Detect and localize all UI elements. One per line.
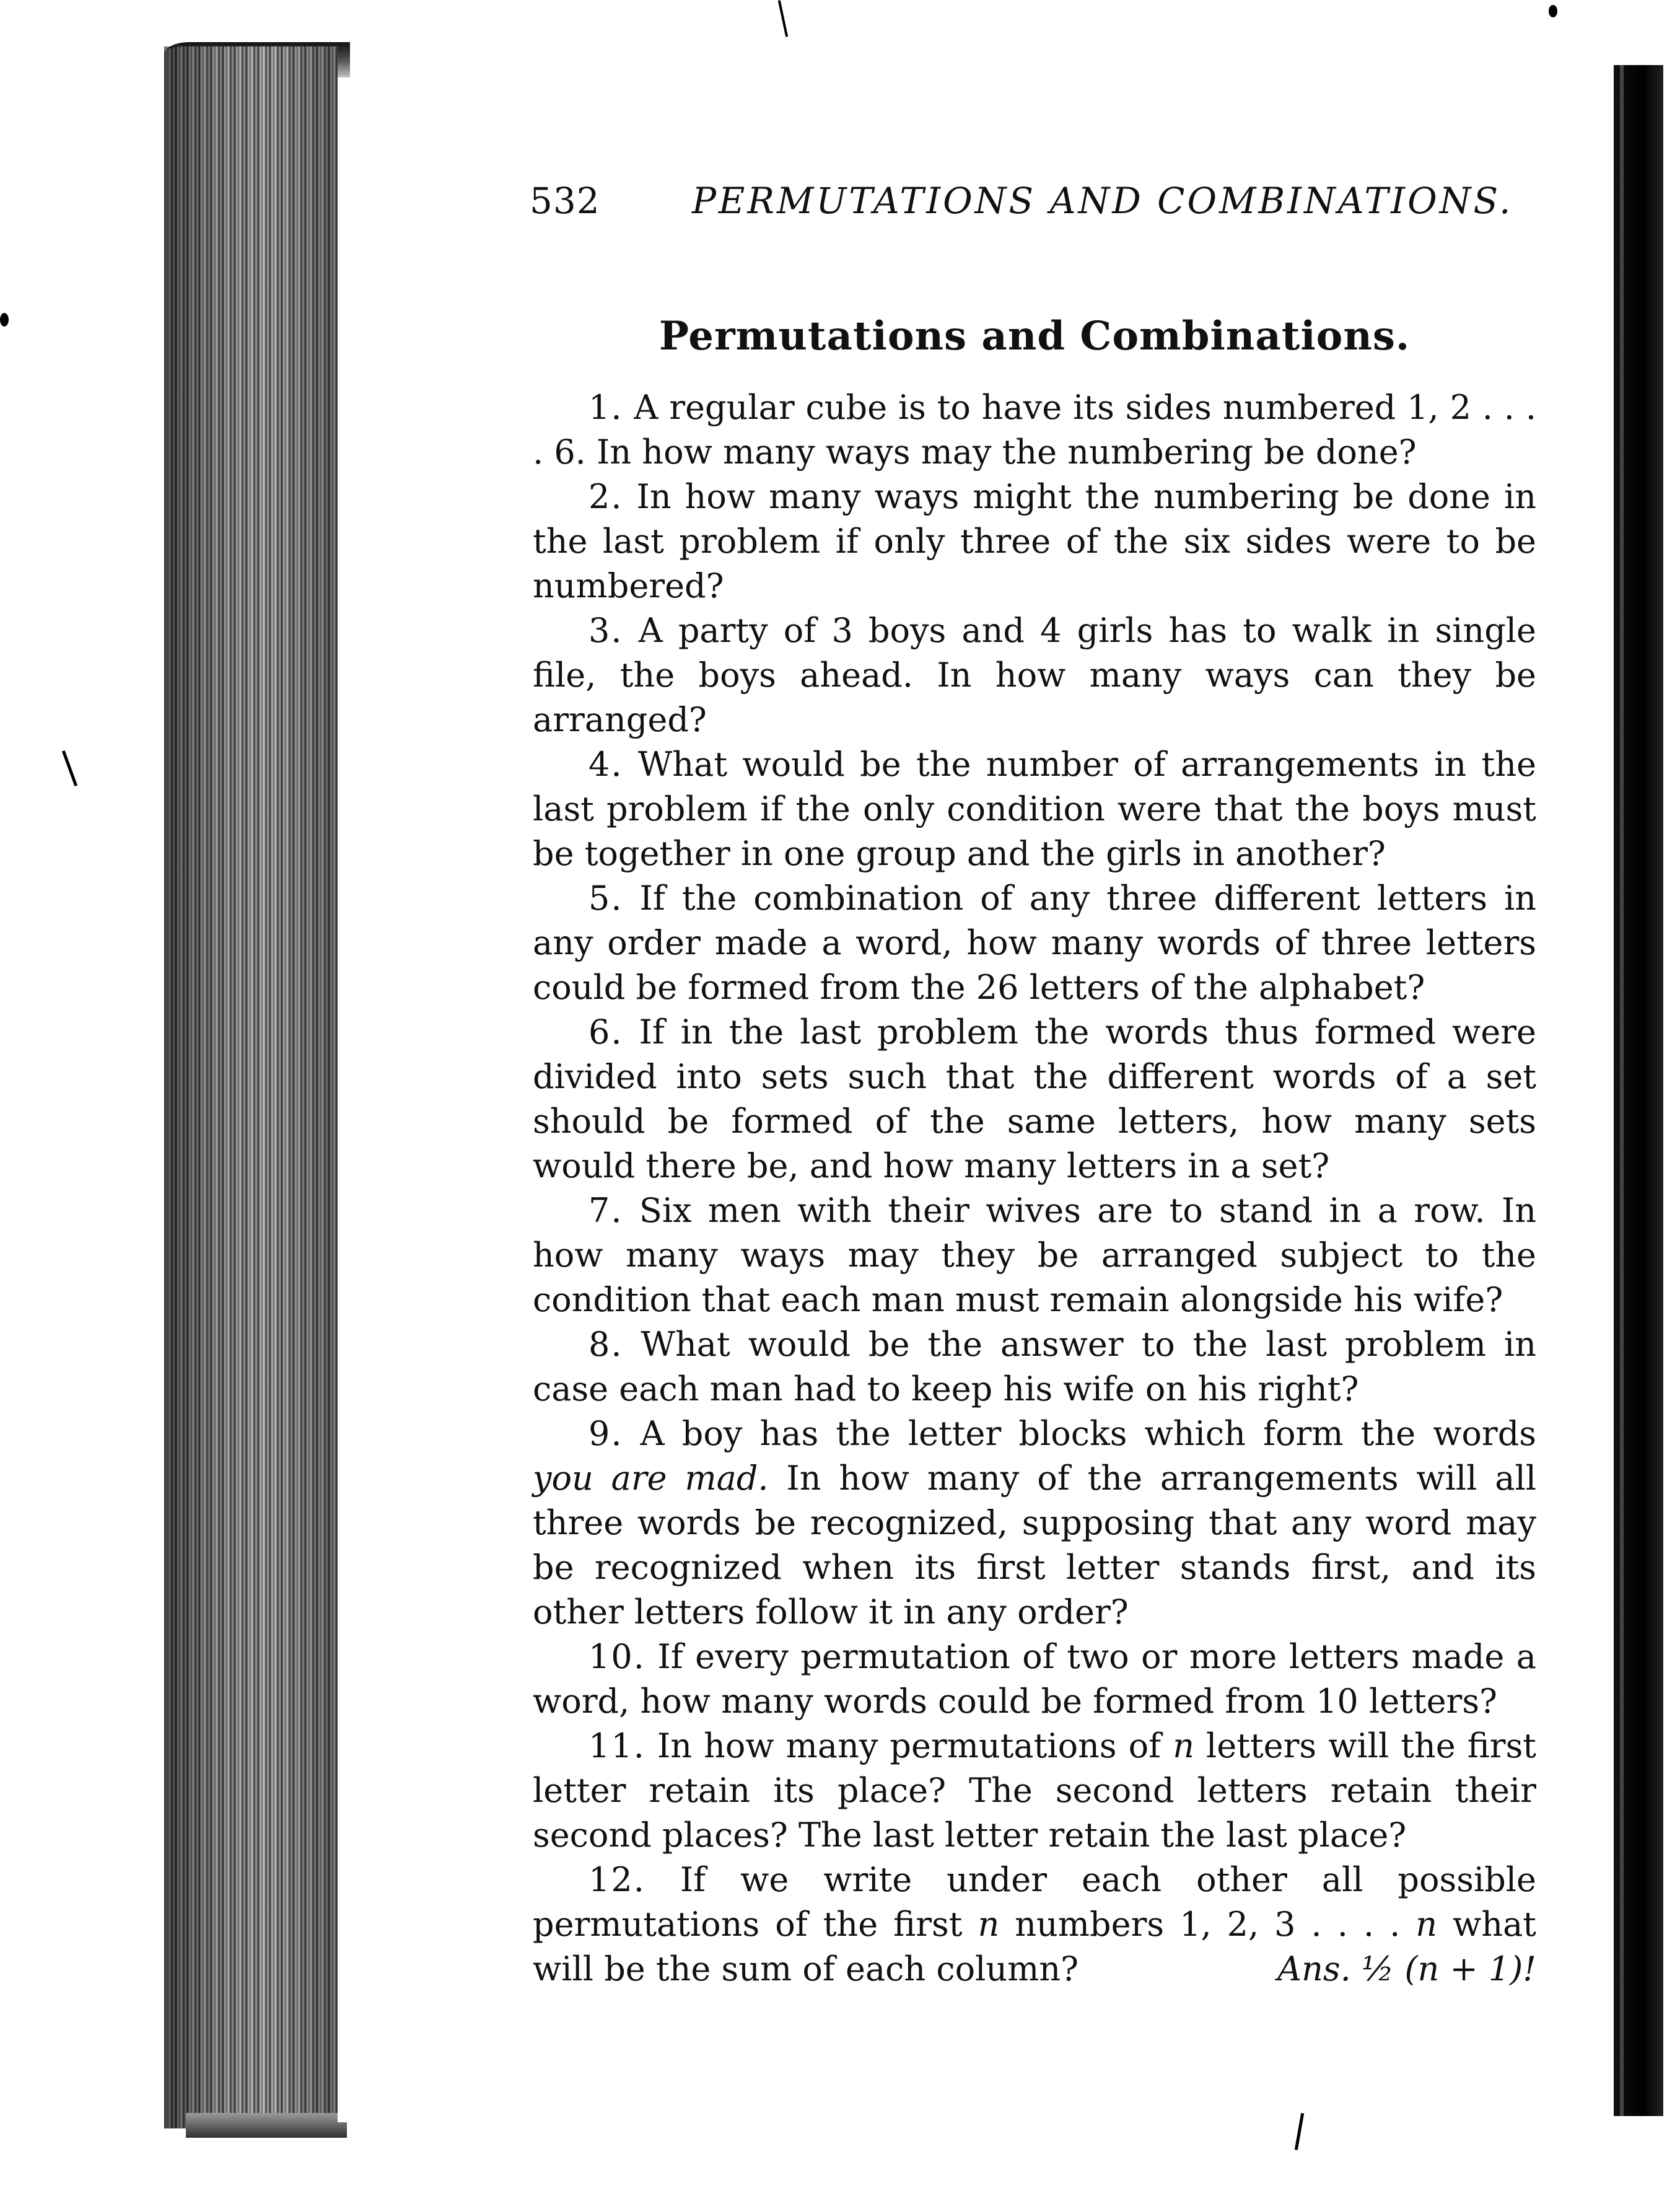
problem-number: 3.	[588, 611, 623, 650]
scan-mark	[778, 0, 788, 37]
book-edge-bottom	[186, 2113, 347, 2138]
book-edge-shadow	[164, 46, 338, 2128]
problem-number: 7.	[588, 1191, 623, 1230]
problem-text: what will be the sum of each column?	[533, 1905, 1536, 1988]
problem-6	[533, 1010, 1536, 1188]
problem-text: letters will the first letter retain its place? The second letters retain their second places? The last letter retain the last place?	[533, 1726, 1537, 1855]
problem-number: 2.	[588, 477, 623, 516]
problem-number: 8.	[588, 1325, 623, 1364]
problem-number: 6.	[588, 1012, 623, 1052]
problem-list	[533, 385, 1536, 1992]
problem-8	[533, 1322, 1536, 1412]
problem-text: If in the last problem the words thus formed were divided into sets such that the different words of a set should be formed of the same letters, how many sets would there be, and how many letters in a set?	[533, 1012, 1536, 1185]
problem-number: 5.	[588, 879, 623, 918]
problem-number: 9.	[588, 1414, 623, 1453]
problem-text: A boy has the letter blocks which form the words	[640, 1414, 1536, 1453]
problem-text: In how many permutations of	[657, 1726, 1173, 1765]
problem-12	[533, 1858, 1536, 1992]
problem-text: A regular cube is to have its sides numbered 1, 2 . . . . 6. In how many ways may the numbering be done?	[533, 388, 1536, 472]
problem-1	[533, 385, 1536, 475]
problem-9	[533, 1412, 1536, 1635]
running-title: PERMUTATIONS AND COMBINATIONS.	[692, 180, 1513, 222]
gutter-line	[1620, 65, 1624, 2116]
running-head	[530, 180, 1513, 229]
problem-text: What would be the answer to the last problem in case each man had to keep his wife on his right?	[533, 1325, 1536, 1408]
problem-3	[533, 608, 1536, 742]
scan-mark	[0, 313, 9, 327]
scan-mark	[1549, 5, 1557, 17]
scan-mark	[62, 750, 77, 786]
problem-text: If every permutation of two or more letters made a word, how many words could be formed from 10 letters?	[533, 1637, 1536, 1721]
problem-text: In how many of the arrangements will all three words be recognized, supposing that any word may be recognized when its first letter stands first, and its other letters follow it in any order?	[533, 1459, 1536, 1632]
problem-2	[533, 475, 1536, 608]
page-number: 532	[530, 180, 600, 222]
problem-italic-phrase: you are mad.	[533, 1459, 769, 1498]
problem-answer: Ans. ½ (n + 1)!	[1277, 1949, 1536, 1988]
problem-text: If the combination of any three different letters in any order made a word, how many words of three letters could be formed from the 26 letters of the alphabet?	[533, 879, 1536, 1007]
problem-11	[533, 1724, 1536, 1858]
problem-italic-variable: n	[978, 1905, 1000, 1944]
problem-number: 4.	[588, 745, 623, 784]
problem-text: numbers 1, 2, 3 . . . .	[999, 1905, 1416, 1944]
problem-text: If we write under each other all possible permutations of the first	[533, 1860, 1537, 1944]
section-title: Permutations and Combinations.	[658, 313, 1411, 359]
problem-text: What would be the number of arrangements in the last problem if the only condition were that the boys must be together in one group and the girls in another?	[533, 745, 1536, 873]
problem-text: In how many ways might the numbering be done in the last problem if only three of the six sides were to be numbered?	[533, 477, 1536, 605]
problem-5	[533, 876, 1536, 1010]
problem-number: 1.	[588, 388, 623, 427]
problem-number: 11.	[588, 1726, 645, 1765]
problem-text: A party of 3 boys and 4 girls has to walk in single file, the boys ahead. In how many ways can they be arranged?	[533, 611, 1536, 739]
problem-text: Six men with their wives are to stand in a row. In how many ways may they be arranged subject to the condition that each man must remain alongside his wife?	[533, 1191, 1536, 1319]
problem-4	[533, 742, 1536, 876]
problem-number: 10.	[588, 1637, 645, 1676]
problem-10	[533, 1635, 1536, 1724]
problem-italic-variable: n	[1173, 1726, 1194, 1765]
problem-italic-variable: n	[1415, 1905, 1438, 1944]
problem-7	[533, 1188, 1536, 1322]
problem-number: 12.	[588, 1860, 645, 1899]
